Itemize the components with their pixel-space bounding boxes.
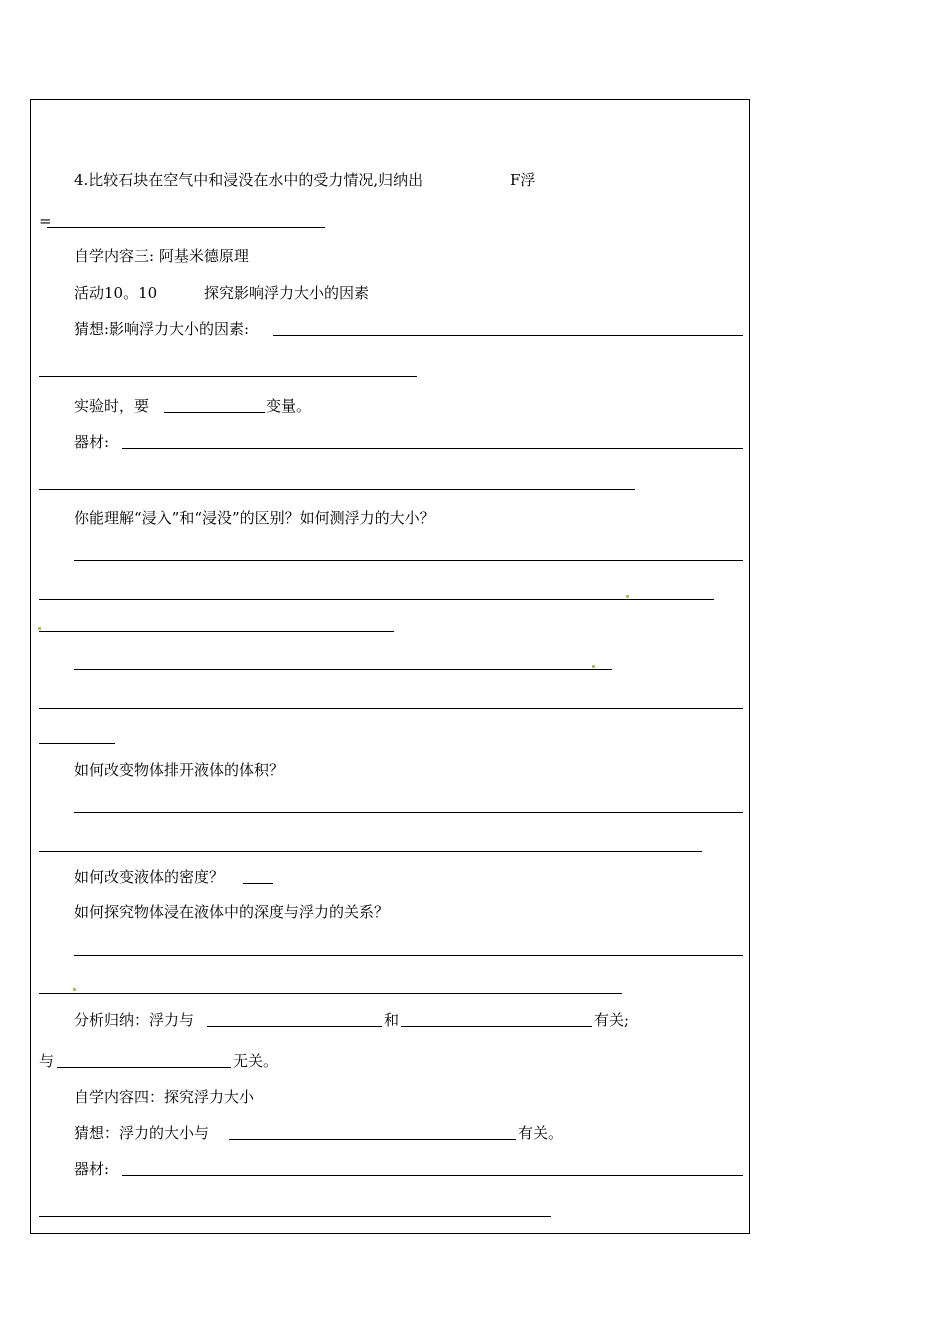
immerse-answer-line-3[interactable] — [39, 631, 394, 632]
scan-speck — [38, 627, 41, 630]
q4-f-buoyancy: F浮 — [510, 171, 536, 189]
equipment-blank[interactable] — [122, 448, 743, 449]
scan-speck — [626, 595, 629, 598]
experiment-suffix: 变量。 — [266, 397, 312, 415]
activity-title: 活动10。10 — [74, 284, 158, 302]
immerse-answer-line-4[interactable] — [74, 669, 612, 670]
section4-title: 自学内容四：探究浮力大小 — [74, 1088, 255, 1106]
scan-speck — [73, 988, 76, 991]
question-immerse: 你能理解“浸入”和“浸没”的区别？如何测浮力的大小？ — [74, 509, 435, 527]
equipment2-blank[interactable] — [122, 1175, 743, 1176]
scan-speck — [592, 665, 595, 668]
analysis-prefix: 分析归纳：浮力与 — [74, 1011, 195, 1029]
analysis-and: 和 — [384, 1011, 400, 1029]
equipment2-blank-2[interactable] — [39, 1216, 551, 1217]
analysis-related: 有关; — [594, 1011, 630, 1029]
immerse-answer-line-1[interactable] — [74, 560, 743, 561]
experiment-blank[interactable] — [164, 412, 265, 413]
section3-title: 自学内容三: 阿基米德原理 — [74, 247, 249, 265]
density-blank[interactable] — [243, 883, 273, 884]
unrelated-blank[interactable] — [57, 1067, 231, 1068]
immerse-answer-line-6[interactable] — [39, 743, 115, 744]
immerse-answer-line-2[interactable] — [39, 599, 714, 600]
equipment2-label: 器材: — [74, 1160, 110, 1178]
guess2-prefix: 猜想：浮力的大小与 — [74, 1124, 210, 1142]
guess-blank[interactable] — [273, 335, 743, 336]
guess2-suffix: 有关。 — [518, 1124, 564, 1142]
equipment-blank-2[interactable] — [39, 489, 635, 490]
worksheet-frame — [30, 99, 750, 1234]
q4-equals: = — [39, 212, 52, 230]
question-volume: 如何改变物体排开液体的体积？ — [74, 761, 285, 779]
activity-name: 探究影响浮力大小的因素 — [204, 284, 370, 302]
q4-text: 4.比较石块在空气中和浸没在水中的受力情况,归纳出 — [74, 171, 424, 189]
volume-answer-line-2[interactable] — [39, 851, 702, 852]
immerse-answer-line-5[interactable] — [39, 708, 743, 709]
volume-answer-line-1[interactable] — [74, 812, 743, 813]
depth-answer-line-1[interactable] — [74, 955, 743, 956]
unrelated-prefix: 与 — [39, 1052, 55, 1070]
experiment-prefix: 实验时，要 — [74, 397, 150, 415]
guess2-blank[interactable] — [229, 1139, 516, 1140]
question-density: 如何改变液体的密度？ — [74, 868, 225, 886]
q4-answer-blank[interactable] — [47, 227, 325, 228]
guess-blank-2[interactable] — [39, 376, 417, 377]
unrelated-suffix: 无关。 — [233, 1052, 279, 1070]
depth-answer-line-2[interactable] — [39, 993, 622, 994]
guess-label: 猜想:影响浮力大小的因素: — [74, 320, 250, 338]
equipment-label: 器材: — [74, 433, 110, 451]
question-depth: 如何探究物体浸在液体中的深度与浮力的关系？ — [74, 903, 390, 921]
analysis-blank-1[interactable] — [207, 1026, 382, 1027]
analysis-blank-2[interactable] — [401, 1026, 592, 1027]
